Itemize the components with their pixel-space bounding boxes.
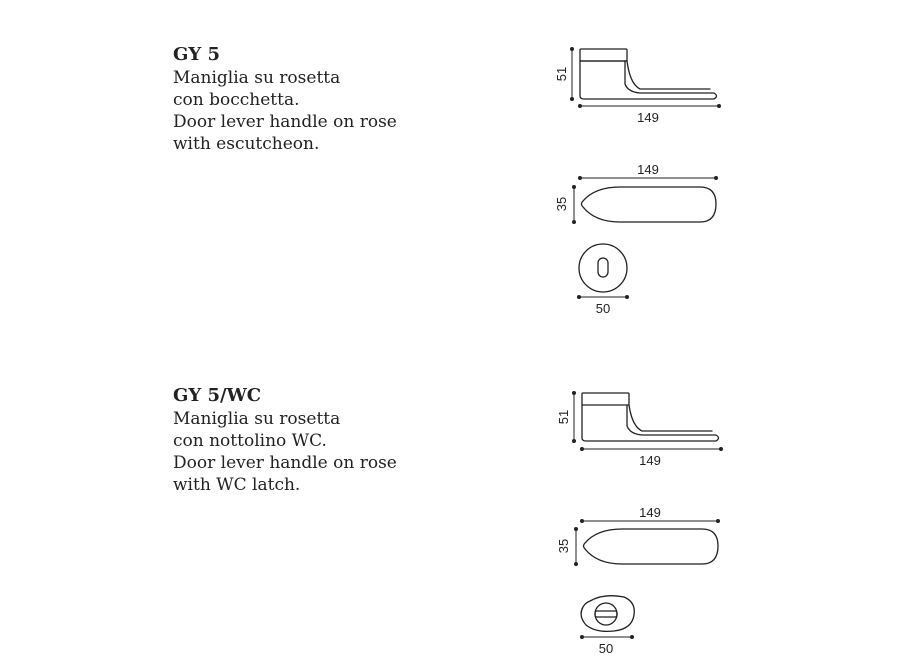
product-code: GY 5/WC [173, 385, 262, 406]
dim-width-label: 35 [554, 196, 569, 212]
dim-length-label: 149 [639, 505, 661, 520]
description-line-it-1: Maniglia su rosetta [173, 409, 341, 429]
wc-rose [581, 596, 634, 632]
dim-length-label: 149 [639, 453, 661, 468]
dim-height-label: 51 [556, 409, 571, 425]
dim-length-label: 149 [637, 162, 659, 177]
dim-diameter-label: 50 [598, 641, 614, 656]
dim-length-label: 149 [637, 110, 659, 125]
description-line-en-2: with escutcheon. [173, 134, 320, 154]
description-line-it-2: con nottolino WC. [173, 431, 327, 451]
handle-side-view [580, 49, 717, 99]
description-line-en-1: Door lever handle on rose [173, 112, 397, 132]
dim-diameter-label: 50 [595, 301, 611, 316]
description-line-en-2: with WC latch. [173, 475, 301, 495]
rose-escutcheon [579, 244, 627, 292]
dimension-markers [570, 47, 723, 639]
description-line-it-1: Maniglia su rosetta [173, 68, 341, 88]
handle-top-view [582, 187, 717, 222]
product-code: GY 5 [173, 44, 221, 65]
handle-top-view [584, 529, 719, 564]
dim-width-label: 35 [556, 538, 571, 554]
handle-side-view [582, 393, 719, 441]
description-line-it-2: con bocchetta. [173, 90, 300, 110]
dim-height-label: 51 [554, 66, 569, 82]
description-line-en-1: Door lever handle on rose [173, 453, 397, 473]
